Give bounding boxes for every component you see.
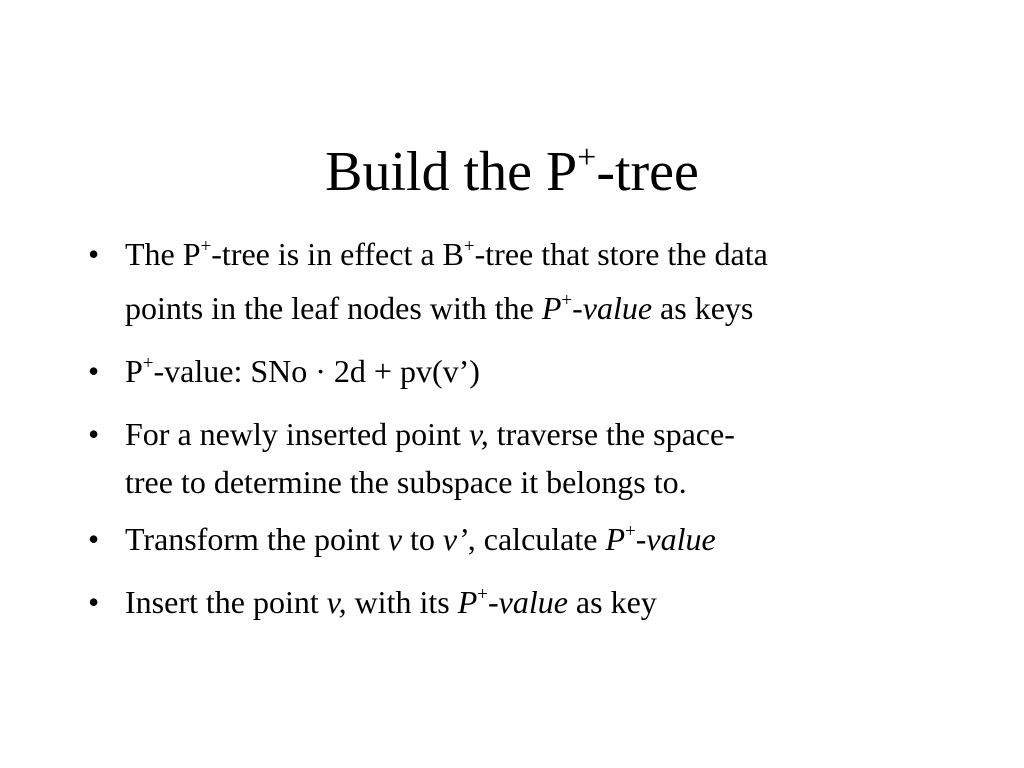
bullet-line (125, 410, 948, 458)
bullet-icon (88, 230, 108, 278)
bullet-icon (88, 410, 108, 458)
text-run: -tree that store the data (474, 236, 768, 272)
bullet-item (88, 578, 948, 632)
text-run: as key (567, 584, 657, 620)
text-run: The P (125, 236, 201, 272)
text-run: to (402, 521, 443, 557)
bullet-line (125, 230, 948, 284)
bullet-line (125, 284, 948, 338)
title-superscript: + (577, 138, 597, 176)
bullet-item (88, 410, 948, 506)
bullet-item (88, 347, 948, 401)
superscript: + (477, 584, 488, 605)
bullet-list (88, 230, 948, 641)
title-text: Build the P (325, 140, 578, 203)
text-run: points in the leaf nodes with the (125, 290, 542, 326)
text-run: as keys (652, 290, 754, 326)
text-run: with its (346, 584, 458, 620)
italic-text: v, (326, 584, 347, 620)
italic-text: -value (635, 521, 716, 557)
italic-text: v, (468, 416, 489, 452)
superscript: + (200, 236, 212, 257)
bullet-line (125, 347, 948, 401)
superscript: + (463, 236, 475, 257)
superscript: + (142, 353, 154, 374)
italic-text: v’ (442, 521, 468, 557)
text-run: -tree is in effect a B (211, 236, 464, 272)
text-run: For a newly inserted point (125, 416, 469, 452)
bullet-icon (88, 578, 108, 626)
bullet-line (125, 578, 948, 632)
superscript: + (625, 521, 636, 542)
text-run: -value: SNo · 2d + pv(v’) (153, 353, 480, 389)
bullet-icon (88, 515, 108, 563)
bullet-line (125, 515, 948, 569)
italic-text: -value (572, 290, 653, 326)
text-run: tree to determine the subspace it belongs to. (125, 464, 687, 500)
text-run: P (125, 353, 143, 389)
italic-text: P (457, 584, 478, 620)
superscript: + (561, 290, 573, 311)
bullet-item (88, 230, 948, 338)
bullet-line (125, 458, 948, 506)
text-run: traverse the space- (488, 416, 735, 452)
bullet-icon (88, 347, 108, 395)
text-run: Insert the point (125, 584, 327, 620)
text-run: , calculate (467, 521, 606, 557)
text-run: Transform the point (125, 521, 388, 557)
italic-text: v (387, 521, 403, 557)
slide-title (0, 140, 1024, 212)
italic-text: P (605, 521, 625, 557)
bullet-item (88, 515, 948, 569)
title-text-tail: -tree (596, 140, 699, 203)
italic-text: -value (487, 584, 568, 620)
italic-text: P (541, 290, 562, 326)
